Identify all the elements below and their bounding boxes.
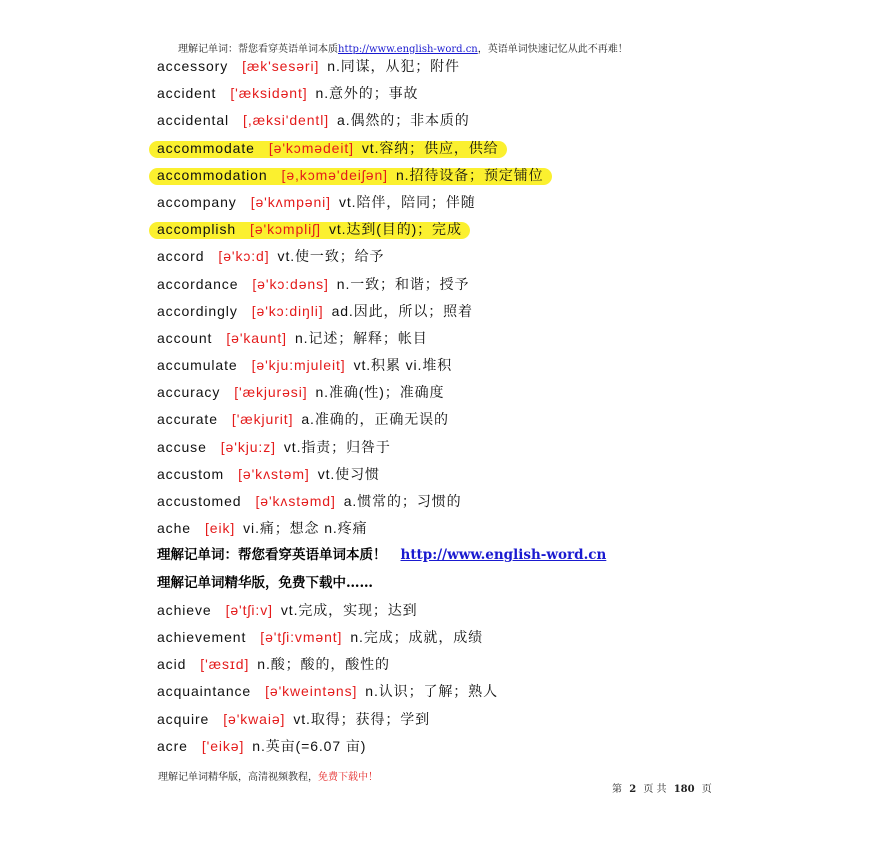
vocab-word: ache	[157, 520, 191, 537]
vocab-word: accumulate	[157, 357, 238, 374]
vocab-phonetic: [ə'tʃi:vmənt]	[260, 628, 343, 645]
vocab-entry	[157, 298, 797, 325]
word-list-part-b	[157, 597, 797, 760]
page-suffix: 页	[701, 784, 712, 795]
vocab-phonetic: [æk'sesəri]	[242, 58, 320, 74]
vocab-word: account	[157, 329, 213, 346]
word-list-part-a	[157, 53, 797, 542]
vocab-definition: n.英亩(=6.07 亩)	[252, 737, 367, 754]
vocab-phonetic: [ə'kɔmpliʃ]	[250, 221, 321, 238]
vocab-definition: vt.使习惯	[317, 465, 380, 482]
vocab-definition: vi.痛；想念 n.疼痛	[243, 520, 368, 537]
promo-line-2	[157, 570, 797, 597]
vocab-word: accustomed	[157, 493, 242, 509]
vocab-phonetic: ['æsɪd]	[200, 656, 250, 673]
vocab-entry	[157, 189, 797, 216]
vocab-definition: vt.陪伴，陪同；伴随	[338, 193, 476, 210]
vocab-phonetic: [ə'kɔ:dəns]	[252, 275, 329, 292]
vocab-definition: vt.达到(目的)；完成	[328, 221, 462, 238]
vocab-phonetic: [eik]	[204, 520, 236, 537]
vocab-entry	[157, 597, 797, 624]
vocab-entry	[157, 515, 797, 542]
current-page: 2	[629, 784, 637, 795]
promo-text-2: 理解记单词精华版，免费下载中……	[157, 574, 373, 591]
vocab-entry	[157, 243, 797, 270]
vocab-phonetic: [ə'kɔ:diŋli]	[251, 302, 324, 319]
vocab-entry	[157, 216, 797, 243]
vocab-definition: n.准确(性)；准确度	[315, 384, 445, 401]
vocab-entry	[157, 678, 797, 705]
vocab-definition: vt.使一致；给予	[277, 248, 385, 265]
vocab-word: accident	[157, 85, 217, 102]
vocab-entry	[157, 488, 797, 515]
vocab-entry	[157, 271, 797, 298]
vocab-phonetic: [ə,kɔmə'deiʃən]	[281, 166, 388, 183]
vocab-phonetic: [ə'kʌstəmd]	[255, 493, 336, 509]
vocab-phonetic: [ə'kweintəns]	[265, 683, 358, 700]
vocab-entry	[157, 651, 797, 678]
vocab-definition: n.招待设备；预定铺位	[395, 166, 544, 183]
vocab-word: acquire	[157, 710, 210, 727]
vocab-phonetic: [ə'kaunt]	[226, 329, 287, 346]
vocab-entry	[157, 406, 797, 433]
page-number	[612, 780, 712, 795]
vocab-word: accommodate	[157, 139, 255, 156]
vocab-phonetic: ['eikə]	[201, 737, 245, 754]
vocab-word: accessory	[157, 58, 229, 74]
vocab-entry	[157, 434, 797, 461]
vocab-word: acquaintance	[157, 683, 252, 700]
vocab-phonetic: [ə'kju:mjuleit]	[251, 357, 346, 374]
vocab-entry	[157, 379, 797, 406]
vocab-definition: n.记述；解释；帐目	[294, 329, 428, 346]
total-pages: 180	[673, 784, 695, 795]
vocab-entry	[157, 107, 797, 134]
vocab-word: accidental	[157, 112, 230, 129]
vocab-phonetic: ['æksidənt]	[230, 85, 308, 102]
word-list	[157, 53, 797, 760]
vocab-definition: n.酸；酸的，酸性的	[257, 656, 390, 673]
vocab-word: accuse	[157, 438, 207, 455]
promo-link[interactable]: http://www.english-word.cn	[400, 547, 607, 564]
header-link[interactable]: http://www.english-word.cn	[338, 44, 478, 55]
vocab-word: achieve	[157, 601, 212, 618]
vocab-word: acid	[157, 656, 187, 673]
header-suffix: ，英语单词快速记忆从此不再难！	[477, 44, 628, 55]
vocab-entry	[157, 352, 797, 379]
vocab-definition: vt.取得；获得；学到	[293, 710, 431, 727]
page-prefix: 第	[612, 784, 622, 795]
header-prefix: 理解记单词：帮您看穿英语单词本质	[178, 44, 338, 55]
vocab-word: accordingly	[157, 302, 238, 319]
vocab-word: accurate	[157, 411, 218, 428]
vocab-phonetic: [ə'kju:z]	[220, 438, 276, 455]
vocab-word: acre	[157, 737, 188, 754]
vocab-phonetic: [ə'kʌmpəni]	[250, 193, 331, 210]
page-middle: 页 共	[643, 784, 667, 795]
footer-note-text: 理解记单词精华版，高清视频教程，	[158, 772, 318, 783]
vocab-phonetic: ['ækjurit]	[231, 411, 294, 428]
vocab-entry	[157, 325, 797, 352]
vocab-entry	[157, 461, 797, 488]
vocab-word: accomplish	[157, 221, 237, 238]
vocab-definition: a.惯常的；习惯的	[343, 493, 462, 509]
vocab-definition: n.意外的；事故	[315, 85, 419, 102]
vocab-entry	[157, 135, 797, 162]
vocab-phonetic: [,æksi'dentl]	[243, 112, 330, 129]
vocab-phonetic: ['ækjurəsi]	[234, 384, 308, 401]
vocab-definition: n.一致；和谐；授予	[336, 275, 470, 292]
vocab-phonetic: [ə'tʃi:v]	[225, 601, 273, 618]
vocab-entry	[157, 53, 797, 80]
vocab-entry	[157, 733, 797, 760]
promo-text-1: 理解记单词：帮您看穿英语单词本质！	[157, 547, 387, 564]
vocab-definition: n.认识；了解；熟人	[365, 683, 498, 700]
vocab-phonetic: [ə'kɔmədeit]	[268, 139, 354, 156]
vocab-entry	[157, 706, 797, 733]
vocab-entry	[157, 80, 797, 107]
vocab-entry	[157, 624, 797, 651]
vocab-definition: ad.因此，所以；照着	[331, 302, 473, 319]
vocab-definition: vt.积累 vi.堆积	[353, 357, 453, 374]
vocab-definition: n.完成；成就，成绩	[350, 628, 484, 645]
vocab-phonetic: [ə'kʌstəm]	[238, 465, 310, 482]
vocab-word: accustom	[157, 465, 225, 482]
vocab-phonetic: [ə'kwaiə]	[223, 710, 286, 727]
vocab-definition: a.偶然的；非本质的	[337, 112, 470, 129]
vocab-word: accord	[157, 248, 205, 265]
vocab-word: accommodation	[157, 166, 268, 183]
vocab-definition: vt.指责；归咎于	[283, 438, 391, 455]
footer-note-red: 免费下载中！	[318, 772, 378, 783]
vocab-word: accordance	[157, 275, 239, 292]
vocab-definition: n.同谋，从犯；附件	[327, 58, 460, 74]
vocab-word: accompany	[157, 193, 237, 210]
vocab-definition: vt.容纳；供应，供给	[361, 139, 499, 156]
vocab-definition: a.准确的，正确无误的	[301, 411, 449, 428]
vocab-word: achievement	[157, 628, 247, 645]
vocab-definition: vt.完成，实现；达到	[280, 601, 418, 618]
footer-note	[158, 768, 378, 783]
vocab-word: accuracy	[157, 384, 221, 401]
vocab-entry	[157, 162, 797, 189]
vocab-phonetic: [ə'kɔ:d]	[218, 248, 270, 265]
promo-line-1	[157, 542, 797, 569]
